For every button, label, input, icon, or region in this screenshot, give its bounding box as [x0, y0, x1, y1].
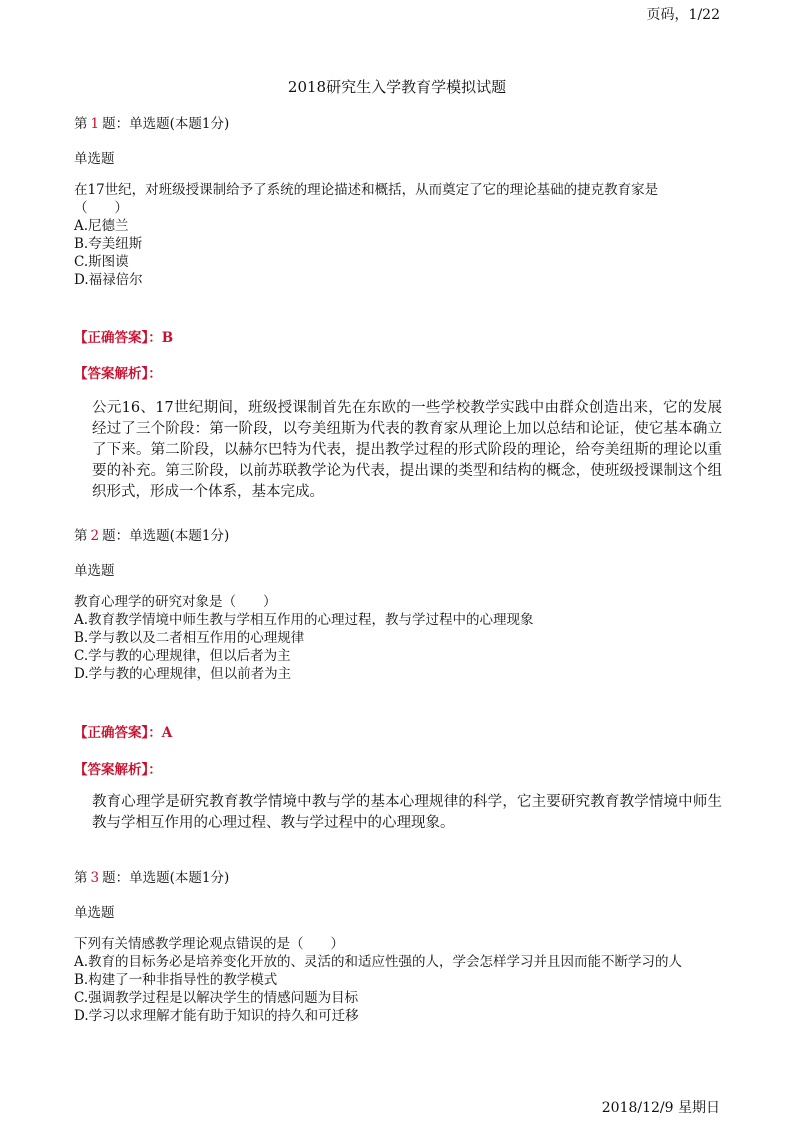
question-header [74, 524, 229, 544]
question-1 [74, 112, 724, 500]
analysis-text: 公元16、17世纪期间，班级授课制首先在东欧的一些学校教学实践中由群众创造出来，它的发展经过了三个阶段：第一阶段，以夸美纽斯为代表的教育家从理论上加以总结和论证，使它基本确立了下来。第二阶段，以赫尔巴特为代表，提出教学过程的形式阶段的理论，给夸美纽斯的理论以重要的补充。第三阶段，以前苏联教学论为代表，提出课的类型和结构的概念，使班级授课制这个组织形式，形成一个体系，基本完成。 [92, 400, 722, 500]
analysis-text: 教育心理学是研究教育教学情境中教与学的基本心理规律的科学，它主要研究教育教学情境中师生教与学相互作用的心理过程、教与学过程中的心理现象。 [92, 794, 722, 831]
option-b: B.构建了一种非指导性的教学模式 [74, 972, 278, 988]
question-stem [74, 181, 722, 289]
question-number: 1 [90, 116, 100, 132]
option-d: D.福禄倍尔 [74, 272, 143, 288]
question-prefix: 第 [74, 528, 88, 544]
analysis-label: 【答案解析】： [74, 762, 162, 778]
question-header [74, 866, 229, 886]
correct-answer [74, 326, 173, 346]
correct-answer-value: B [161, 330, 174, 346]
stem-line: 下列有关情感教学理论观点错误的是（ ） [74, 936, 344, 952]
question-stem [74, 593, 722, 683]
question-type-score: 题：单选题(本题1分) [102, 528, 230, 544]
question-number: 3 [90, 870, 100, 886]
option-a: A.教育教学情境中师生教与学相互作用的心理过程，教与学过程中的心理现象 [74, 612, 534, 628]
option-b: B.学与教以及二者相互作用的心理规律 [74, 630, 305, 646]
question-header [74, 112, 229, 132]
stem-line: 在17世纪，对班级授课制给予了系统的理论描述和概括，从而奠定了它的理论基础的捷克教育家是 [74, 182, 659, 198]
question-stem [74, 935, 722, 1025]
question-type-score: 题：单选题(本题1分) [102, 870, 230, 886]
option-c: C.强调教学过程是以解决学生的情感问题为目标 [74, 990, 359, 1006]
option-d: D.学习以求理解才能有助于知识的持久和可迁移 [74, 1008, 359, 1024]
question-type-score: 题：单选题(本题1分) [102, 116, 230, 132]
question-type: 单选题 [74, 905, 115, 921]
option-c: C.学与教的心理规律，但以后者为主 [74, 648, 291, 664]
correct-answer-label: 【正确答案】： [74, 725, 162, 741]
page-number: 页码，1/22 [646, 7, 720, 23]
analysis-label: 【答案解析】： [74, 366, 162, 382]
correct-answer-value: A [161, 725, 173, 741]
question-number: 2 [90, 528, 100, 544]
option-b: B.夸美纽斯 [74, 236, 143, 252]
option-a: A.教育的目标务必是培养变化开放的、灵活的和适应性强的人，学会怎样学习并且因而能不断学习的人 [74, 954, 683, 970]
correct-answer [74, 721, 172, 741]
question-type: 单选题 [74, 151, 115, 167]
correct-answer-label: 【正确答案】： [74, 330, 162, 346]
print-date: 2018/12/9 星期日 [601, 1100, 720, 1116]
question-type: 单选题 [74, 563, 115, 579]
document-title: 2018研究生入学教育学模拟试题 [287, 78, 507, 96]
stem-line: 教育心理学的研究对象是（ ） [74, 594, 277, 610]
option-c: C.斯图谟 [74, 254, 129, 270]
option-d: D.学与教的心理规律，但以前者为主 [74, 666, 292, 682]
option-a: A.尼德兰 [74, 218, 129, 234]
stem-line: （ ） [74, 200, 128, 216]
question-prefix: 第 [74, 116, 88, 132]
question-3 [74, 866, 724, 1056]
question-2 [74, 524, 724, 844]
question-prefix: 第 [74, 870, 88, 886]
